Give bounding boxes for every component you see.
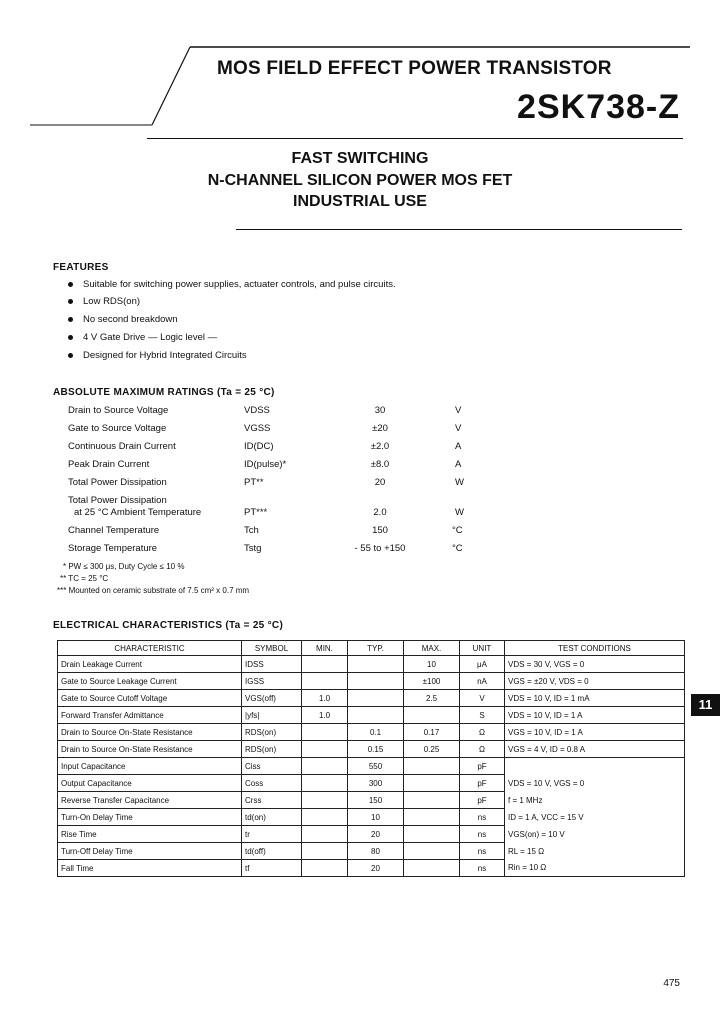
cell: tr <box>242 826 302 843</box>
table-row <box>58 775 685 792</box>
footnote: *** Mounted on ceramic substrate of 7.5 cm² x 0.7 mm <box>57 586 250 595</box>
value: 2.0 <box>373 507 387 518</box>
cell: Turn-Off Delay Time <box>58 843 242 860</box>
cell <box>302 860 348 877</box>
cell: VDS = 30 V, VGS = 0 <box>505 656 685 673</box>
table-row <box>58 758 685 775</box>
cell: VGS(off) <box>242 690 302 707</box>
cell: 2.5 <box>404 690 460 707</box>
cell: Crss <box>242 792 302 809</box>
col-header: SYMBOL <box>242 641 302 656</box>
cell: VGS = 4 V, ID = 0.8 A <box>505 741 685 758</box>
document-title: MOS FIELD EFFECT POWER TRANSISTOR <box>217 58 612 79</box>
divider <box>147 138 683 139</box>
unit: °C <box>452 525 463 536</box>
subtitle-line1: FAST SWITCHING <box>291 150 429 167</box>
param: Total Power Dissipation <box>68 477 167 488</box>
cell: f = 1 MHz <box>505 792 685 809</box>
cell <box>404 826 460 843</box>
elec-table <box>57 640 685 877</box>
symbol: VGSS <box>244 423 271 434</box>
cell: Rise Time <box>58 826 242 843</box>
param: Gate to Source Voltage <box>68 423 167 434</box>
cell: |yfs| <box>242 707 302 724</box>
cell: μA <box>460 656 505 673</box>
cell: Forward Transfer Admittance <box>58 707 242 724</box>
cell <box>302 775 348 792</box>
cell: ns <box>460 860 505 877</box>
symbol: ID(pulse)* <box>244 459 287 470</box>
cell: ±100 <box>404 673 460 690</box>
value: 20 <box>374 477 386 488</box>
col-header: TYP. <box>348 641 404 656</box>
bullet-icon <box>68 353 73 358</box>
cell: RDS(on) <box>242 724 302 741</box>
cell: V <box>460 690 505 707</box>
divider <box>236 229 682 230</box>
cell: tf <box>242 860 302 877</box>
cell: 0.25 <box>404 741 460 758</box>
cell: VDS = 10 V, ID = 1 A <box>505 707 685 724</box>
cell: 20 <box>348 860 404 877</box>
cell <box>302 656 348 673</box>
cell: pF <box>460 775 505 792</box>
bullet-icon <box>68 317 73 322</box>
unit: °C <box>452 543 463 554</box>
cell <box>302 741 348 758</box>
cell: Turn-On Delay Time <box>58 809 242 826</box>
cell <box>348 673 404 690</box>
table-header <box>58 641 685 656</box>
table-row <box>58 809 685 826</box>
cell: RDS(on) <box>242 741 302 758</box>
cell: 150 <box>348 792 404 809</box>
cell: 10 <box>348 809 404 826</box>
cell <box>505 758 685 775</box>
bullet-icon <box>68 335 73 340</box>
cell: 0.1 <box>348 724 404 741</box>
unit: W <box>455 507 464 518</box>
cell: td(off) <box>242 843 302 860</box>
cell <box>404 758 460 775</box>
cell <box>404 707 460 724</box>
cell <box>302 809 348 826</box>
cell: Drain to Source On-State Resistance <box>58 741 242 758</box>
table-row <box>58 826 685 843</box>
param: Channel Temperature <box>68 525 160 536</box>
cell: ID = 1 A, VCC = 15 V <box>505 809 685 826</box>
table-row <box>58 673 685 690</box>
cell: VDS = 10 V, ID = 1 mA <box>505 690 685 707</box>
table-row <box>58 843 685 860</box>
param: Drain to Source Voltage <box>68 405 169 416</box>
cell: Drain to Source On-State Resistance <box>58 724 242 741</box>
symbol: VDSS <box>244 405 270 416</box>
cell <box>348 656 404 673</box>
feature-item: 4 V Gate Drive — Logic level — <box>83 332 218 343</box>
col-header: MAX. <box>404 641 460 656</box>
symbol: PT*** <box>244 507 268 518</box>
value: ±8.0 <box>370 459 390 470</box>
cell: Rin = 10 Ω <box>505 860 685 877</box>
cell <box>302 758 348 775</box>
cell: Reverse Transfer Capacitance <box>58 792 242 809</box>
cell <box>404 792 460 809</box>
feature-item: No second breakdown <box>83 314 178 325</box>
cell: Ω <box>460 724 505 741</box>
cell: ns <box>460 809 505 826</box>
cell <box>302 826 348 843</box>
cell: Input Capacitance <box>58 758 242 775</box>
cell <box>348 707 404 724</box>
param: Total Power Dissipation <box>68 495 167 506</box>
section-tab: 11 <box>691 694 720 716</box>
cell: Gate to Source Cutoff Voltage <box>58 690 242 707</box>
col-header: CHARACTERISTIC <box>58 641 242 656</box>
feature-item: Suitable for switching power supplies, actuater controls, and pulse circuits. <box>83 279 396 290</box>
cell: Gate to Source Leakage Current <box>58 673 242 690</box>
unit: A <box>455 441 462 452</box>
col-header: UNIT <box>460 641 505 656</box>
param: Peak Drain Current <box>68 459 150 470</box>
table-row <box>58 860 685 877</box>
unit: V <box>455 423 462 434</box>
cell <box>302 724 348 741</box>
cell: nA <box>460 673 505 690</box>
footnote: * PW ≤ 300 μs, Duty Cycle ≤ 10 % <box>63 562 185 571</box>
cell: pF <box>460 792 505 809</box>
cell: VGS = 10 V, ID = 1 A <box>505 724 685 741</box>
cell: 300 <box>348 775 404 792</box>
cell: ns <box>460 843 505 860</box>
cell: VDS = 10 V, VGS = 0 <box>505 775 685 792</box>
cell: td(on) <box>242 809 302 826</box>
unit: A <box>455 459 462 470</box>
symbol: PT** <box>244 477 264 488</box>
cell: VGS(on) = 10 V <box>505 826 685 843</box>
cell: 0.15 <box>348 741 404 758</box>
cell: Fall Time <box>58 860 242 877</box>
page-number: 475 <box>663 978 680 989</box>
param: Continuous Drain Current <box>68 441 176 452</box>
cell: IDSS <box>242 656 302 673</box>
cell <box>348 690 404 707</box>
cell: Ciss <box>242 758 302 775</box>
symbol: ID(DC) <box>244 441 274 452</box>
features-heading: FEATURES <box>53 262 109 273</box>
cell <box>404 860 460 877</box>
cell <box>404 809 460 826</box>
cell: Ω <box>460 741 505 758</box>
cell: 1.0 <box>302 707 348 724</box>
cell: ns <box>460 826 505 843</box>
cell: VGS = ±20 V, VDS = 0 <box>505 673 685 690</box>
value: 30 <box>374 405 386 416</box>
cell: 1.0 <box>302 690 348 707</box>
cell: 550 <box>348 758 404 775</box>
param-continued: at 25 °C Ambient Temperature <box>74 507 202 518</box>
footnote: ** TC = 25 °C <box>60 574 109 583</box>
elec-heading: ELECTRICAL CHARACTERISTICS (Ta = 25 °C) <box>53 620 284 631</box>
symbol: Tch <box>244 525 259 536</box>
table-row <box>58 724 685 741</box>
bullet-icon <box>68 282 73 287</box>
cell: IGSS <box>242 673 302 690</box>
col-header: MIN. <box>302 641 348 656</box>
param: Storage Temperature <box>68 543 158 554</box>
cell: Drain Leakage Current <box>58 656 242 673</box>
subtitle-line2: N-CHANNEL SILICON POWER MOS FET <box>207 172 513 189</box>
table-row <box>58 741 685 758</box>
unit: W <box>455 477 464 488</box>
symbol: Tstg <box>244 543 262 554</box>
table-row <box>58 656 685 673</box>
cell: 80 <box>348 843 404 860</box>
cell: 20 <box>348 826 404 843</box>
cell <box>302 673 348 690</box>
bullet-icon <box>68 299 73 304</box>
cell <box>302 843 348 860</box>
unit: V <box>455 405 462 416</box>
cell <box>302 792 348 809</box>
table-row <box>58 707 685 724</box>
feature-item: Designed for Hybrid Integrated Circuits <box>83 350 247 361</box>
cell <box>404 775 460 792</box>
abs-max-heading: ABSOLUTE MAXIMUM RATINGS (Ta = 25 °C) <box>53 387 275 398</box>
cell: 0.17 <box>404 724 460 741</box>
subtitle-line3: INDUSTRIAL USE <box>293 193 427 210</box>
feature-item: Low RDS(on) <box>83 296 141 307</box>
table-row <box>58 690 685 707</box>
value: ±2.0 <box>370 441 390 452</box>
value: 150 <box>372 525 388 536</box>
col-header: TEST CONDITIONS <box>505 641 685 656</box>
cell: pF <box>460 758 505 775</box>
cell <box>404 843 460 860</box>
value: - 55 to +150 <box>354 543 406 554</box>
cell: 10 <box>404 656 460 673</box>
cell: S <box>460 707 505 724</box>
table-row <box>58 792 685 809</box>
part-number: 2SK738-Z <box>517 88 680 126</box>
cell: Output Capacitance <box>58 775 242 792</box>
value: ±20 <box>372 423 388 434</box>
cell: RL = 15 Ω <box>505 843 685 860</box>
cell: Coss <box>242 775 302 792</box>
